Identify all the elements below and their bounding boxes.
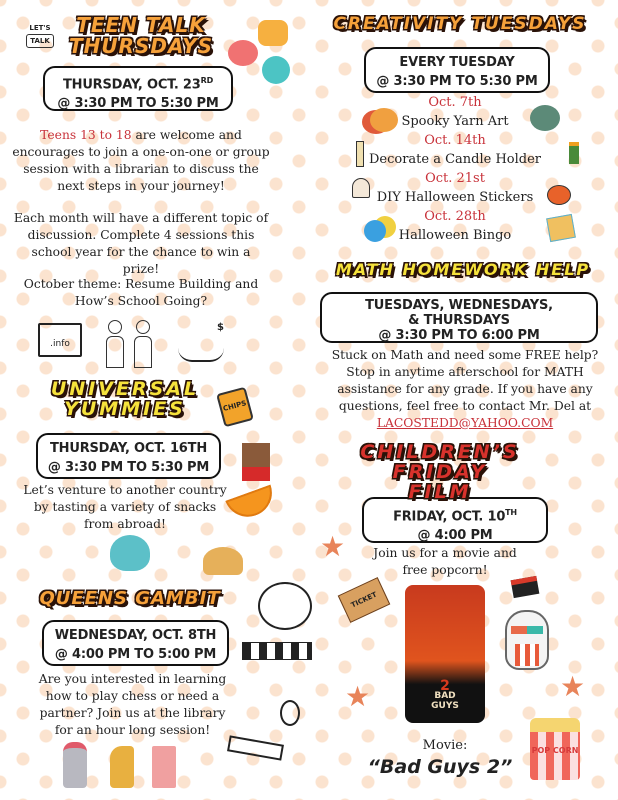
candle-icon <box>356 141 364 167</box>
event-date: Oct. 14th <box>424 133 486 148</box>
world-heart-hands-icon <box>110 535 150 571</box>
chess-queen-icon <box>63 742 87 788</box>
teen-talk-schedule: THURSDAY, OCT. 23RD @ 3:30 PM TO 5:30 PM <box>43 66 233 111</box>
event-date: Oct. 7th <box>428 95 482 110</box>
math-homework-title: MATH HOMEWORK HELP <box>335 260 591 279</box>
teen-talk-description: Teens 13 to 18 are welcome and encourages to join a one-on-one or group session with a librarian to discuss the next steps in your journey! <box>12 128 270 193</box>
event-date: Oct. 21st <box>425 171 485 186</box>
star-icon: ★ <box>345 680 371 713</box>
bingo-balls-icon <box>364 220 386 242</box>
creativity-tuesdays-title: CREATIVITY TUESDAYS <box>333 14 587 34</box>
yarn-icon <box>370 108 398 132</box>
film-description: Join us for a movie and free popcorn! <box>373 546 517 577</box>
green-yarn-icon <box>530 105 560 131</box>
teen-talk-title: TEEN TALK THURSDAYS <box>68 13 214 58</box>
universal-yummies-schedule: THURSDAY, OCT. 16TH @ 3:30 PM TO 5:30 PM <box>36 433 221 479</box>
teen-talk-theme: October theme: Resume Building and How’s School Going? <box>23 277 259 308</box>
math-description: Stuck on Math and need some FREE help? Stop in anytime afterschool for MATH assistance for any grade. If you have any questions, feel free to contact Mr. Del at LACOSTEDD@YAHOO.COM <box>331 348 599 430</box>
bear-chess-icon <box>242 582 312 667</box>
bingo-card-icon <box>546 214 576 242</box>
event-name: DIY Halloween Stickers <box>376 190 534 205</box>
computer-info-icon: .info <box>38 323 82 357</box>
clapperboard-icon <box>511 576 540 598</box>
muffins-icon <box>203 547 243 575</box>
queens-gambit-schedule: WEDNESDAY, OCT. 8TH @ 4:00 PM TO 5:00 PM <box>42 620 229 666</box>
chat-bubbles-icon <box>228 20 292 90</box>
hand-money-icon: $ <box>178 322 224 362</box>
event-date: Oct. 28th <box>424 209 486 224</box>
queens-gambit-title: QUEENS GAMBIT <box>39 588 221 609</box>
ghost-icon <box>352 178 370 198</box>
chess-knight-icon <box>110 746 134 788</box>
math-schedule: TUESDAYS, WEDNESDAYS, & THURSDAYS @ 3:30 PM TO 6:00 PM <box>320 292 598 343</box>
childrens-film-title: CHILDREN’S FRIDAY FILM <box>360 441 520 503</box>
star-icon: ★ <box>560 670 586 703</box>
tickets-icon: TICKET <box>338 577 391 623</box>
film-schedule: FRIDAY, OCT. 10TH @ 4:00 PM <box>362 497 548 543</box>
event-name: Decorate a Candle Holder <box>368 152 542 167</box>
email-link[interactable]: LACOSTEDD@YAHOO.COM <box>376 416 554 430</box>
cat-popcorn-icon <box>505 610 549 670</box>
people-talking-icon <box>104 320 156 370</box>
chess-player-icon <box>228 700 308 760</box>
movie-poster: 2 BAD GUYS <box>405 585 485 723</box>
queens-gambit-description: Are you interested in learning how to play chess or need a partner? Join us at the library for an hour long session! <box>38 672 227 737</box>
universal-yummies-title: UNIVERSAL YUMMIES <box>50 378 200 420</box>
popcorn-icon: POP CORN <box>530 718 580 780</box>
lets-talk-icon: LET'S TALK <box>26 22 54 50</box>
teen-talk-sessions: Each month will have a different topic of discussion. Complete 4 sessions this school year for the chance to win a prize! <box>13 211 269 276</box>
pumpkin-icon <box>547 185 571 205</box>
chess-rook-icon <box>152 746 176 788</box>
creativity-schedule: EVERY TUESDAY @ 3:30 PM TO 5:30 PM <box>364 47 550 93</box>
chips-icon: CHIPS <box>216 387 254 428</box>
event-name: Spooky Yarn Art <box>401 114 509 129</box>
universal-yummies-description: Let’s venture to another country by tasting a variety of snacks from abroad! <box>23 483 227 531</box>
orange-slice-icon <box>225 485 278 524</box>
event-name: Halloween Bingo <box>398 228 512 243</box>
chocolate-icon <box>242 443 270 481</box>
movie-label: Movie: <box>422 738 468 753</box>
star-icon: ★ <box>320 530 346 563</box>
movie-name: “Bad Guys 2” <box>367 756 513 778</box>
green-candle-icon <box>569 142 579 164</box>
